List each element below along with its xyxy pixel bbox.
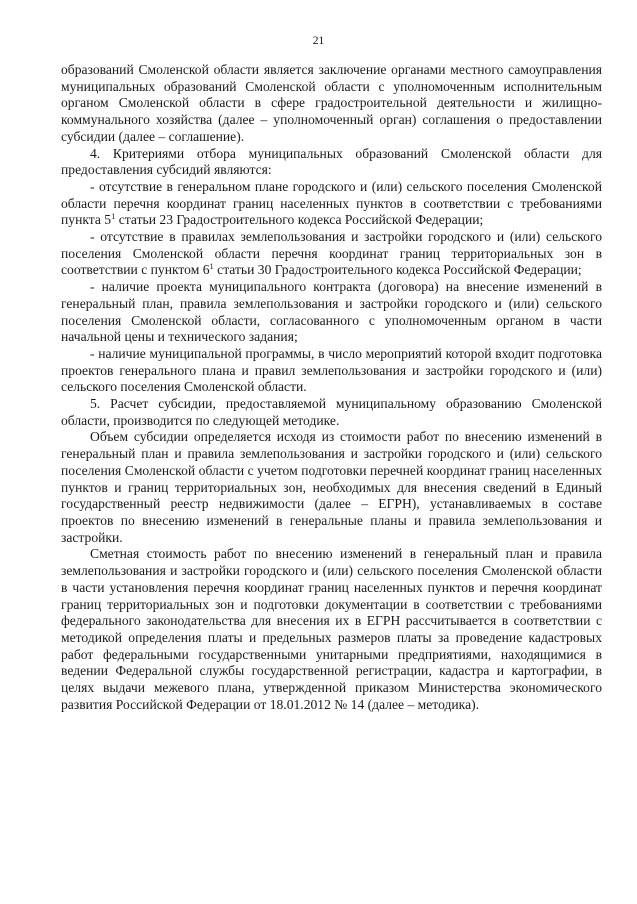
subsidy-volume-paragraph: Объем субсидии определяется исходя из стоимости работ по внесению изменений в генеральный план и правила землепользования и застройки городского и (или) сельского поселения Смоленской области с учетом подготовки перечней координат границ населенных пунктов и границ территориальных зон, необходимых для внесения сведений в Единый государственный реестр недвижимости (далее – ЕГРН), устанавливаемых в составе проектов по внесению изменений в генеральные планы и правила землепользования и застройки. [61, 429, 602, 545]
section-5-lead: 5. Расчет субсидии, предоставляемой муниципальному образованию Смоленской области, производится по следующей методике. [61, 396, 602, 428]
criterion-1 [61, 179, 602, 229]
criterion-1-text-end: статьи 23 Градостроительного кодекса Российской Федерации; [115, 212, 484, 228]
intro-paragraph: образований Смоленской области является заключение органами местного самоуправления муниципальных образований Смоленской области с уполномоченным исполнительным органом Смоленской области в сфере градостроительной деятельности и жилищно-коммунального хозяйства (далее – уполномоченный орган) соглашения о предоставлении субсидии (далее – соглашение). [61, 62, 602, 144]
criterion-2-superscript: 1 [209, 261, 214, 272]
criterion-1-text: - отсутствие в генеральном плане городского и (или) сельского поселения Смоленской области перечня координат границ населенных пунктов в соответствии с требованиями пункта 5 [61, 178, 602, 228]
criterion-3: - наличие проекта муниципального контракта (договора) на внесение изменений в генеральный план, правила землепользования и застройки городского и (или) сельского поселения Смоленской области, согласованного с уполномоченным органом в части начальной цены и технического задания; [61, 279, 602, 345]
criterion-2-text: - отсутствие в правилах землепользования и застройки городского и (или) сельского поселения Смоленской области перечня координат границ территориальных зон в соответствии с пунктом 6 [61, 229, 602, 278]
criterion-2 [61, 229, 602, 279]
section-4-lead: 4. Критериями отбора муниципальных образований Смоленской области для предоставления субсидий являются: [61, 145, 602, 178]
criterion-2-text-end: статьи 30 Градостроительного кодекса Российской Федерации; [213, 262, 582, 278]
criterion-4: - наличие муниципальной программы, в число мероприятий которой входит подготовка проектов генерального плана и правил землепользования и застройки городского и (или) сельского поселения Смоленской области. [61, 345, 602, 395]
page-number: 21 [312, 35, 325, 47]
document-body [61, 62, 602, 713]
criterion-1-superscript: 1 [111, 211, 116, 222]
estimated-cost-paragraph: Сметная стоимость работ по внесению изменений в генеральный план и правила землепользования и застройки городского и (или) сельского поселения Смоленской области в части установления перечня координат границ населенных пунктов и перечня координат границ территориальных зон и подготовки документации в соответствии с требованиями федерального законодательства для внесения их в ЕГРН рассчитывается в соответствии с методикой определения платы и предельных размеров платы за проведение кадастровых работ федеральными государственными унитарными предприятиями, находящимися в ведении Федеральной службы государственной регистрации, кадастра и картографии, в целях выдачи межевого плана, утвержденной приказом Министерства экономического развития Российской Федерации от 18.01.2012 № 14 (далее – методика). [61, 546, 602, 712]
